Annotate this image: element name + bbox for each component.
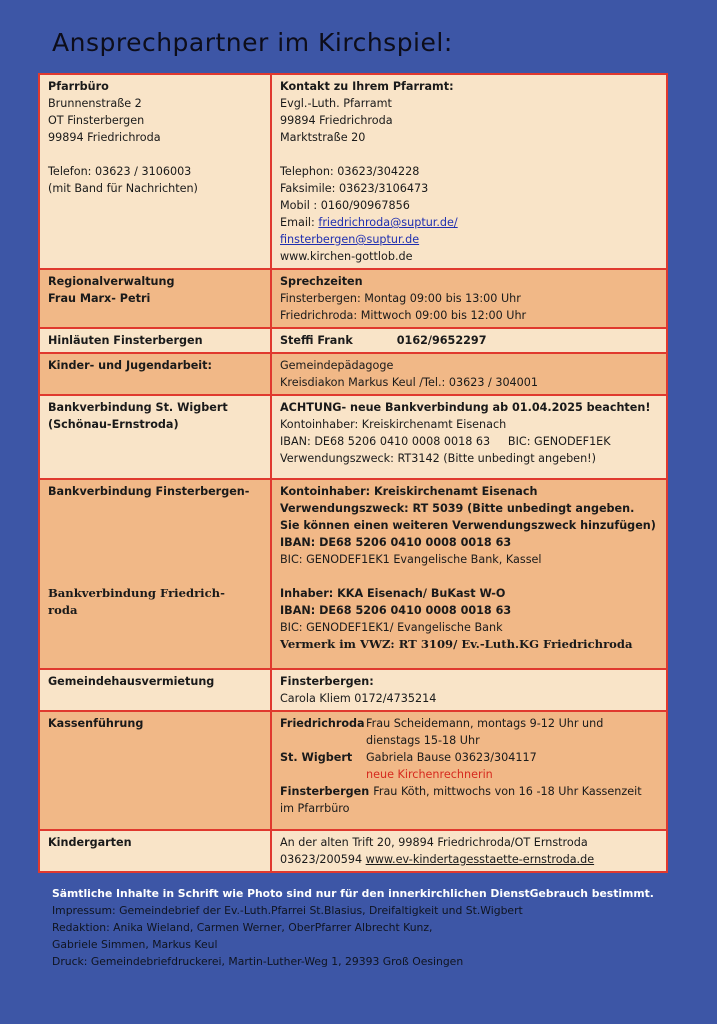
kontakt-telephon: Telephon: 03623/304228 bbox=[280, 165, 420, 178]
footer-impressum: Impressum: Gemeindebrief der Ev.-Luth.Pfarrei St.Blasius, Dreifaltigkeit und St.Wigbert bbox=[52, 904, 523, 917]
row-kindergarten bbox=[39, 830, 667, 872]
regional-name: Frau Marx- Petri bbox=[48, 292, 151, 305]
kontakt-cell bbox=[271, 74, 667, 269]
bank-wigbert-zweck: Verwendungszweck: RT3142 (Bitte unbedingt angeben!) bbox=[280, 452, 597, 465]
pfarrbuero-street: Brunnenstraße 2 bbox=[48, 97, 142, 110]
bank-fin-frd-details-cell bbox=[271, 479, 667, 669]
kontakt-address-line: 99894 Friedrichroda bbox=[280, 114, 393, 127]
kontakt-website: www.kirchen-gottlob.de bbox=[280, 250, 413, 263]
gemeindehaus-label: Gemeindehausvermietung bbox=[48, 675, 215, 688]
kindergarten-url-link[interactable]: www.ev-kindertagesstaette-ernstroda.de bbox=[365, 853, 595, 866]
hinlaeuten-phone: 0162/9652297 bbox=[396, 334, 487, 347]
pfarrbuero-heading: Pfarrbüro bbox=[48, 80, 109, 93]
footer-redaktion-cont: Gabriele Simmen, Markus Keul bbox=[52, 938, 218, 951]
row-kinder-jugendarbeit bbox=[39, 353, 667, 395]
kontakt-address-line: Evgl.-Luth. Pfarramt bbox=[280, 97, 392, 110]
row-pfarrbuero bbox=[39, 74, 667, 269]
sprechzeiten-friedrichroda: Friedrichroda: Mittwoch 09:00 bis 12:00 Uhr bbox=[280, 309, 527, 322]
kasse-wigbert-label: St. Wigbert bbox=[280, 751, 353, 764]
pfarrbuero-city: 99894 Friedrichroda bbox=[48, 131, 161, 144]
bank-wigbert-label-cell bbox=[39, 395, 271, 479]
kasse-finsterbergen-line2: im Pfarrbüro bbox=[280, 802, 350, 815]
footer-redaktion: Redaktion: Anika Wieland, Carmen Werner, OberPfarrer Albrecht Kunz, bbox=[52, 921, 433, 934]
bank-wigbert-inhaber: Kontoinhaber: Kreiskirchenamt Eisenach bbox=[280, 418, 507, 431]
kasse-wigbert-line: Gabriela Bause 03623/304117 bbox=[366, 751, 537, 764]
hinlaeuten-label-cell bbox=[39, 328, 271, 353]
kinder-label: Kinder- und Jugendarbeit: bbox=[48, 359, 212, 372]
kasse-friedrichroda bbox=[280, 715, 658, 732]
hinlaeuten-label: Hinläuten Finsterbergen bbox=[48, 334, 203, 347]
kasse-label-cell bbox=[39, 711, 271, 830]
bank-friedrichroda-vermerk: Vermerk im VWZ: RT 3109/ Ev.-Luth.KG Friedrichroda bbox=[280, 637, 633, 651]
regional-heading: Regionalverwaltung bbox=[48, 275, 175, 288]
bank-finsterbergen-zweck: Verwendungszweck: RT 5039 (Bitte unbedingt angeben. bbox=[280, 502, 635, 515]
bank-finsterbergen-bic: BIC: GENODEF1EK1 Evangelische Bank, Kassel bbox=[280, 553, 542, 566]
kontakt-mobil: Mobil : 0160/90967856 bbox=[280, 199, 410, 212]
pfarrbuero-phone-note: (mit Band für Nachrichten) bbox=[48, 182, 198, 195]
bank-wigbert-label: Bankverbindung St. Wigbert bbox=[48, 401, 228, 414]
kinder-role: Gemeindepädagoge bbox=[280, 359, 394, 372]
row-gemeindehaus bbox=[39, 669, 667, 711]
kontakt-email2-line bbox=[280, 231, 658, 248]
kinder-label-cell bbox=[39, 353, 271, 395]
kasse-wigbert bbox=[280, 749, 658, 766]
email-friedrichroda-link[interactable]: friedrichroda@suptur.de/ bbox=[318, 216, 458, 229]
sprechzeiten-finsterbergen: Finsterbergen: Montag 09:00 bis 13:00 Uhr bbox=[280, 292, 521, 305]
gemeindehaus-contact: Carola Kliem 0172/4735214 bbox=[280, 692, 437, 705]
kindergarten-contact bbox=[280, 851, 658, 868]
kasse-friedrichroda-line2: dienstags 15-18 Uhr bbox=[366, 734, 480, 747]
gemeindehaus-label-cell bbox=[39, 669, 271, 711]
pfarrbuero-district: OT Finsterbergen bbox=[48, 114, 145, 127]
sprechzeiten-cell bbox=[271, 269, 667, 328]
bank-wigbert-sublabel: (Schönau-Ernstroda) bbox=[48, 418, 179, 431]
kontakt-email-line bbox=[280, 214, 658, 231]
kindergarten-label-cell bbox=[39, 830, 271, 872]
kasse-label: Kassenführung bbox=[48, 717, 144, 730]
email-finsterbergen-link[interactable]: finsterbergen@suptur.de bbox=[280, 233, 420, 246]
footer-notice: Sämtliche Inhalte in Schrift wie Photo sind nur für den innerkirchlichen DienstGebrauch bestimmt. bbox=[52, 887, 654, 900]
footer bbox=[52, 885, 692, 970]
row-regionalverwaltung bbox=[39, 269, 667, 328]
bank-finsterbergen-label: Bankverbindung Finsterbergen- bbox=[48, 485, 250, 498]
kasse-finsterbergen-label: Finsterbergen bbox=[280, 785, 370, 798]
kinder-contact: Kreisdiakon Markus Keul /Tel.: 03623 / 304001 bbox=[280, 376, 539, 389]
bank-friedrichroda-inhaber: Inhaber: KKA Eisenach/ BuKast W-O bbox=[280, 587, 506, 600]
row-bank-finsterbergen-friedrichroda bbox=[39, 479, 667, 669]
gemeindehaus-heading: Finsterbergen: bbox=[280, 675, 374, 688]
bank-finsterbergen-zweck-note: Sie können einen weiteren Verwendungszweck hinzufügen) bbox=[280, 519, 656, 532]
kasse-friedrichroda-line: Frau Scheidemann, montags 9-12 Uhr und bbox=[366, 717, 604, 730]
kasse-details-cell bbox=[271, 711, 667, 830]
footer-druck: Druck: Gemeindebriefdruckerei, Martin-Luther-Weg 1, 29393 Groß Oesingen bbox=[52, 955, 464, 968]
hinlaeuten-contact-cell bbox=[271, 328, 667, 353]
row-hinlaeuten bbox=[39, 328, 667, 353]
bank-finsterbergen-iban: IBAN: DE68 5206 0410 0008 0018 63 bbox=[280, 536, 512, 549]
kindergarten-details-cell bbox=[271, 830, 667, 872]
bank-wigbert-achtung: ACHTUNG- neue Bankverbindung ab 01.04.2025 beachten! bbox=[280, 401, 651, 414]
bank-friedrichroda-label-cont: roda bbox=[48, 603, 78, 617]
kasse-friedrichroda-label: Friedrichroda bbox=[280, 717, 365, 730]
kindergarten-address: An der alten Trift 20, 99894 Friedrichroda/OT Ernstroda bbox=[280, 836, 588, 849]
pfarrbuero-cell bbox=[39, 74, 271, 269]
regional-cell bbox=[39, 269, 271, 328]
pfarrbuero-phone: Telefon: 03623 / 3106003 bbox=[48, 165, 192, 178]
row-kassenfuehrung bbox=[39, 711, 667, 830]
kontakt-heading: Kontakt zu Ihrem Pfarramt: bbox=[280, 80, 454, 93]
kasse-wigbert-note: neue Kirchenrechnerin bbox=[366, 768, 493, 781]
email-label: Email: bbox=[280, 216, 319, 229]
kindergarten-phone: 03623/200594 bbox=[280, 853, 366, 866]
row-bank-wigbert bbox=[39, 395, 667, 479]
bank-friedrichroda-label: Bankverbindung Friedrich- bbox=[48, 586, 225, 600]
bank-friedrichroda-bic: BIC: GENODEF1EK1/ Evangelische Bank bbox=[280, 621, 503, 634]
kontakt-faksimile: Faksimile: 03623/3106473 bbox=[280, 182, 429, 195]
contact-table bbox=[38, 73, 668, 873]
kinder-contact-cell bbox=[271, 353, 667, 395]
bank-fin-frd-label-cell bbox=[39, 479, 271, 669]
bank-finsterbergen-inhaber: Kontoinhaber: Kreiskirchenamt Eisenach bbox=[280, 485, 538, 498]
kasse-finsterbergen bbox=[280, 783, 658, 800]
kasse-finsterbergen-line: Frau Köth, mittwochs von 16 -18 Uhr Kassenzeit bbox=[373, 785, 642, 798]
gemeindehaus-contact-cell bbox=[271, 669, 667, 711]
kontakt-address-line: Marktstraße 20 bbox=[280, 131, 366, 144]
bank-wigbert-iban: IBAN: DE68 5206 0410 0008 0018 63 BIC: GENODEF1EK bbox=[280, 435, 611, 448]
page-title: Ansprechpartner im Kirchspiel: bbox=[52, 28, 453, 57]
hinlaeuten-contact bbox=[280, 332, 658, 349]
hinlaeuten-name: Steffi Frank bbox=[280, 334, 353, 347]
sprechzeiten-heading: Sprechzeiten bbox=[280, 275, 363, 288]
bank-friedrichroda-iban: IBAN: DE68 5206 0410 0008 0018 63 bbox=[280, 604, 512, 617]
bank-wigbert-details-cell bbox=[271, 395, 667, 479]
kindergarten-label: Kindergarten bbox=[48, 836, 132, 849]
